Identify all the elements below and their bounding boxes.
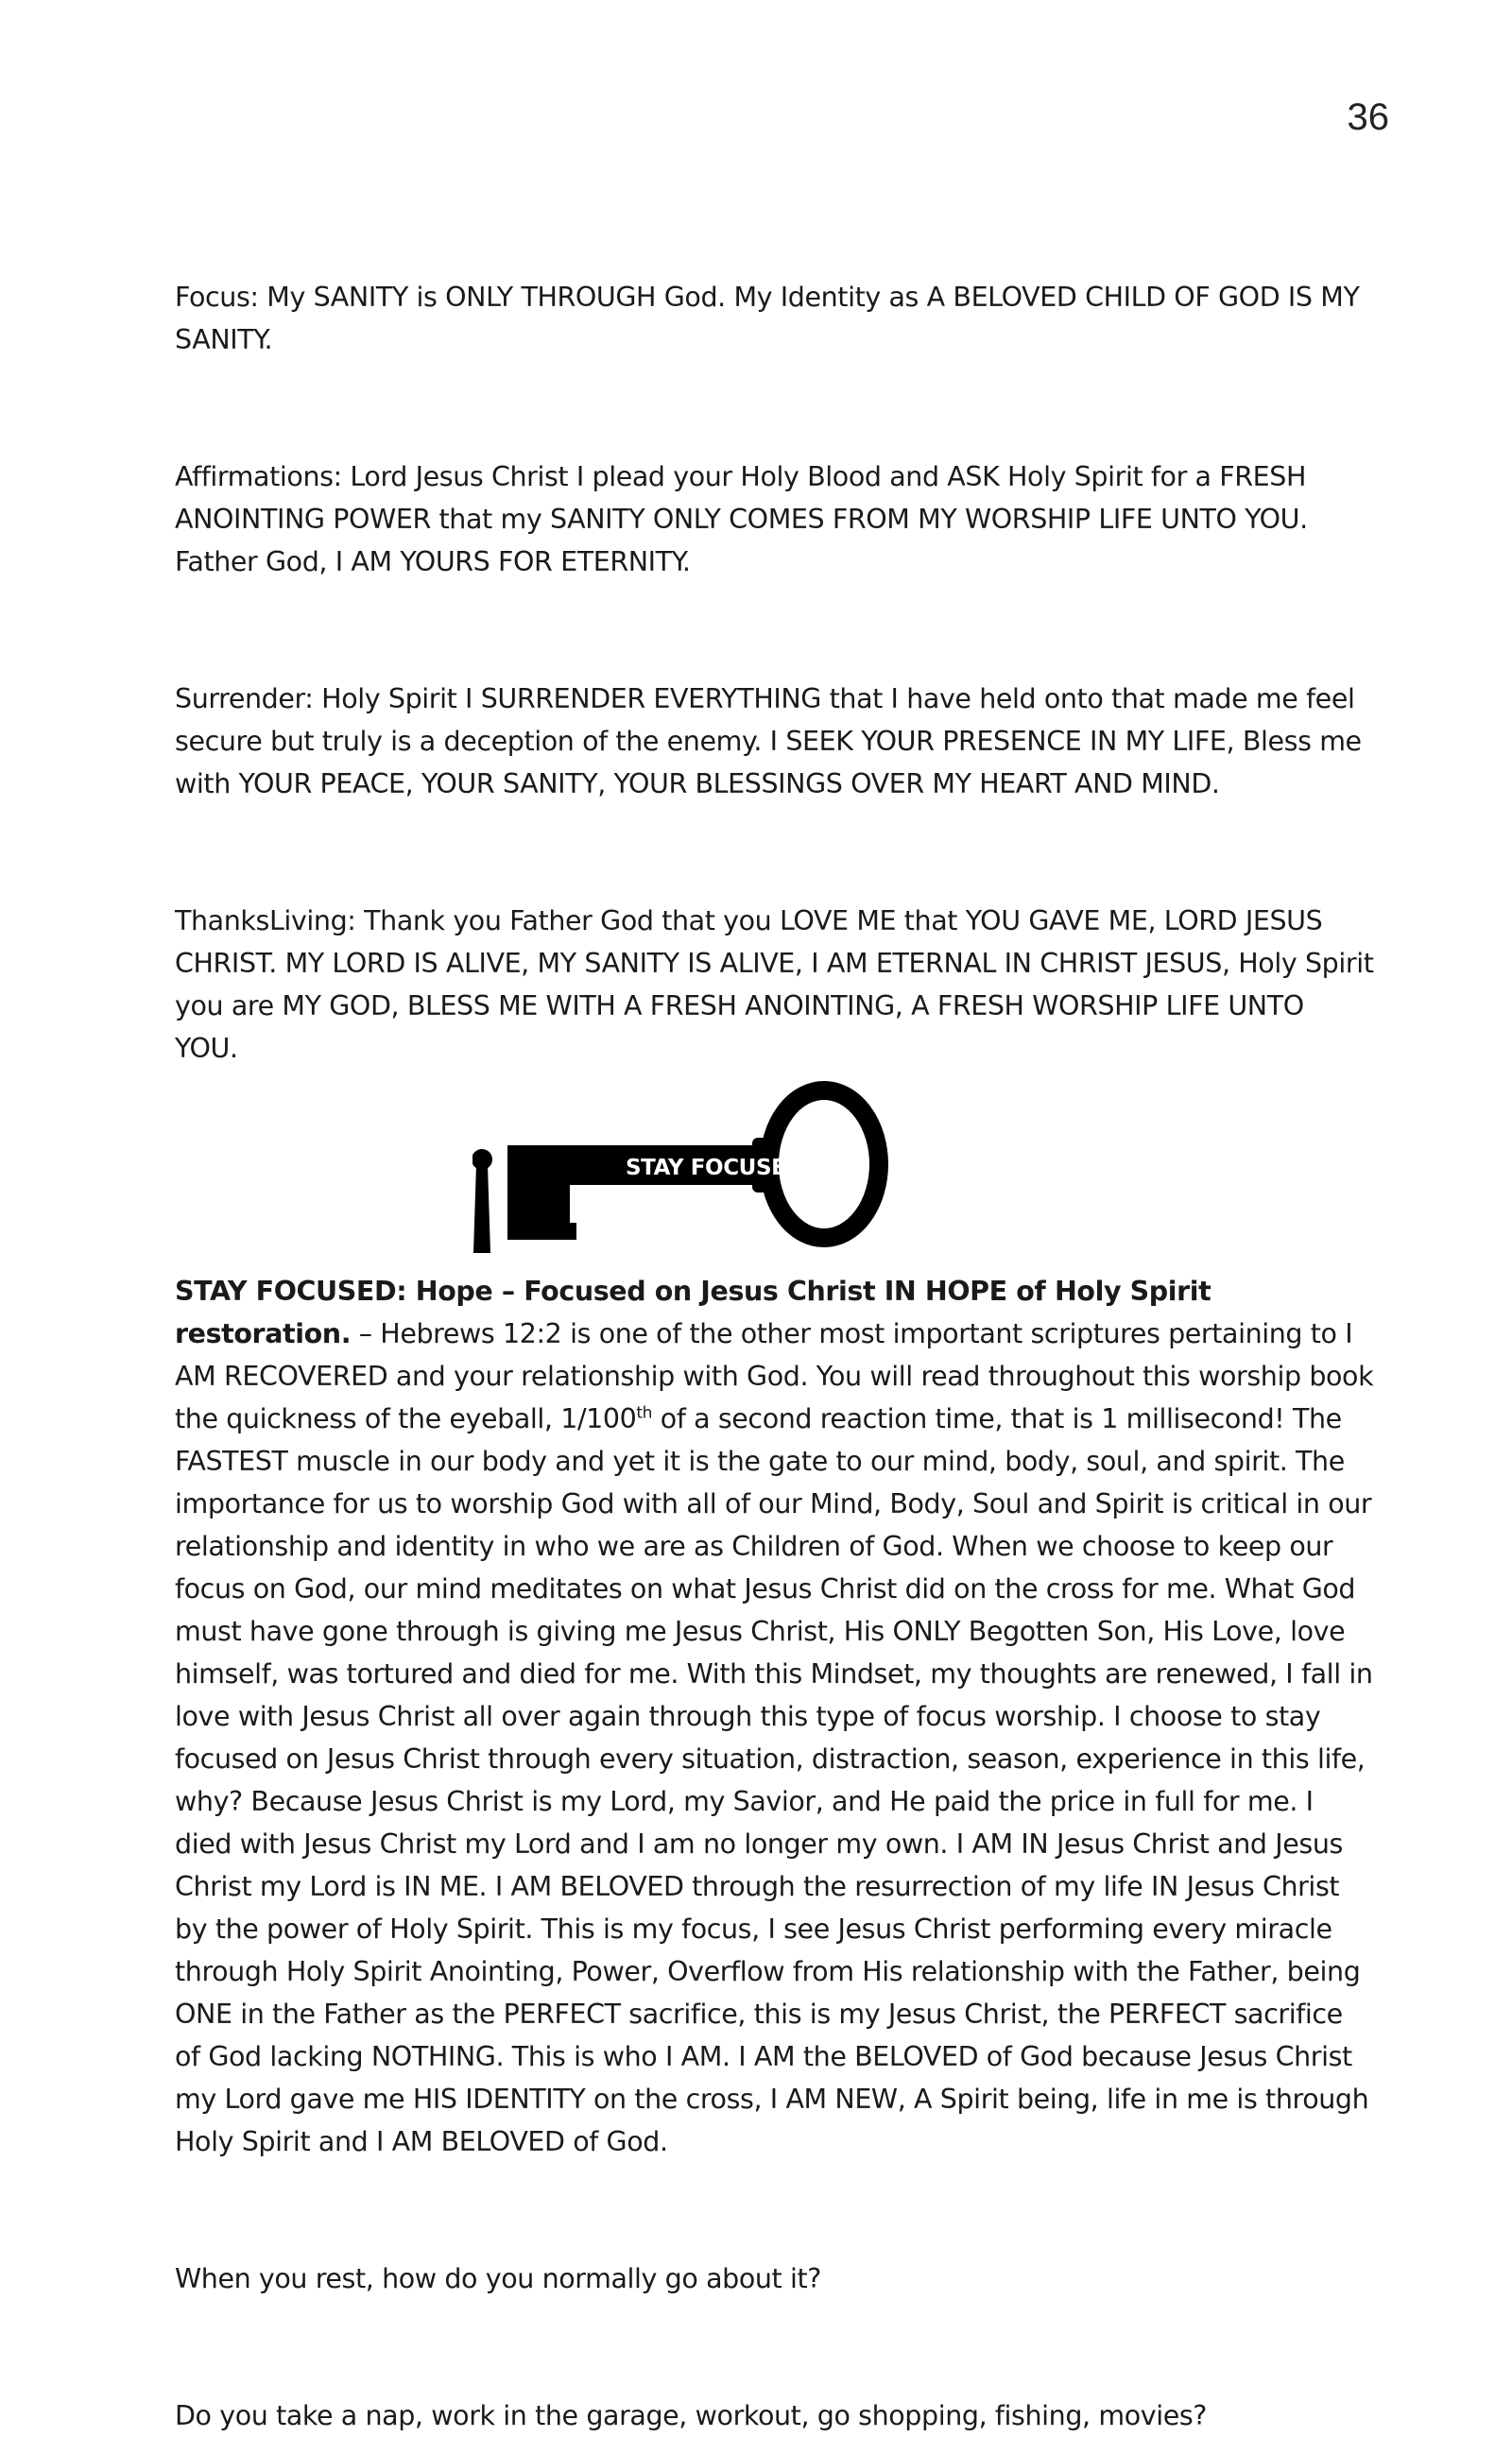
key-label: STAY FOCUSED	[626, 1156, 804, 1180]
thanksliving-paragraph	[175, 900, 1375, 1070]
focus-label: Focus:	[175, 282, 259, 313]
stay-focused-text-1: – Hebrews 12:2 is one of the other most important scriptures pertaining to I AM RECOVERED and your relationship with God. You will read throughout this worship book the quickness of the eyeball, 1/100	[175, 1318, 1374, 1434]
stay-focused-sup: th	[636, 1403, 653, 1423]
page-content	[175, 276, 1375, 2437]
surrender-label: Surrender:	[175, 683, 314, 714]
surrender-text: Holy Spirit I SURRENDER EVERYTHING that I have held onto that made me feel secure but truly is a deception of the enemy. I SEEK YOUR PRESENCE IN MY LIFE, Bless me with YOUR PEACE, YOUR SANITY, YOUR BLESSINGS OVER MY HEART AND MIND.	[175, 683, 1362, 799]
key-icon	[472, 1081, 1002, 1270]
key-illustration	[175, 1081, 1375, 1270]
question-activities: Do you take a nap, work in the garage, workout, go shopping, fishing, movies?	[175, 2400, 1208, 2431]
thanksliving-label: ThanksLiving:	[175, 905, 356, 936]
keyhole-icon	[472, 1149, 492, 1253]
stay-focused-paragraph	[175, 1270, 1375, 2163]
focus-text: My SANITY is ONLY THROUGH God. My Identity as A BELOVED CHILD OF GOD IS MY SANITY.	[175, 282, 1360, 355]
affirmations-label: Affirmations:	[175, 461, 342, 492]
affirmations-text: Lord Jesus Christ I plead your Holy Blood and ASK Holy Spirit for a FRESH ANOINTING POWER that my SANITY ONLY COMES FROM MY WORSHIP LIFE UNTO YOU. Father God, I AM YOURS FOR ETERNITY.	[175, 461, 1308, 577]
question-rest: When you rest, how do you normally go about it?	[175, 2263, 821, 2294]
stay-focused-text-2: of a second reaction time, that is 1 millisecond! The FASTEST muscle in our body and yet it is the gate to our mind, body, soul, and spirit. The importance for us to worship God with all of our Mind, Body, Soul and Spirit is critical in our relationship and identity in who we are as Children of God. When we choose to keep our focus on God, our mind meditates on what Jesus Christ did on the cross for me. What God must have gone through is giving me Jesus Christ, His ONLY Begotten Son, His Love, love himself, was tortured and died for me. With this Mindset, my thoughts are renewed, I fall in love with Jesus Christ all over again through this type of focus worship. I choose to stay focused on Jesus Christ through every situation, distraction, season, experience in this life, why? Because Jesus Christ is my Lord, my Savior, and He paid the price in full for me. I died with Jesus Christ my Lord and I am no longer my own. I AM IN Jesus Christ and Jesus Christ my Lord is IN ME. I AM BELOVED through the resurrection of my life IN Jesus Christ by the power of Holy Spirit. This is my focus, I see Jesus Christ performing every miracle through Holy Spirit Anointing, Power, Overflow from His relationship with the Father, being ONE in the Father as the PERFECT sacrifice, this is my Jesus Christ, the PERFECT sacrifice of God lacking NOTHING. This is who I AM. I AM the BELOVED of God because Jesus Christ my Lord gave me HIS IDENTITY on the cross, I AM NEW, A Spirit being, life in me is through Holy Spirit and I AM BELOVED of God.	[175, 1403, 1373, 2157]
focus-paragraph	[175, 276, 1375, 361]
surrender-paragraph	[175, 678, 1375, 805]
affirmations-paragraph	[175, 455, 1375, 583]
thanksliving-text: Thank you Father God that you LOVE ME that YOU GAVE ME, LORD JESUS CHRIST. MY LORD IS ALIVE, MY SANITY IS ALIVE, I AM ETERNAL IN CHRIST JESUS, Holy Spirit you are MY GOD, BLESS ME WITH A FRESH ANOINTING, A FRESH WORSHIP LIFE UNTO YOU.	[175, 905, 1374, 1064]
stay-focused-heading: STAY FOCUSED: Hope – Focused on Jesus Christ IN HOPE of Holy Spirit restoration.	[175, 1276, 1211, 1349]
page-number: 36	[1347, 96, 1389, 138]
